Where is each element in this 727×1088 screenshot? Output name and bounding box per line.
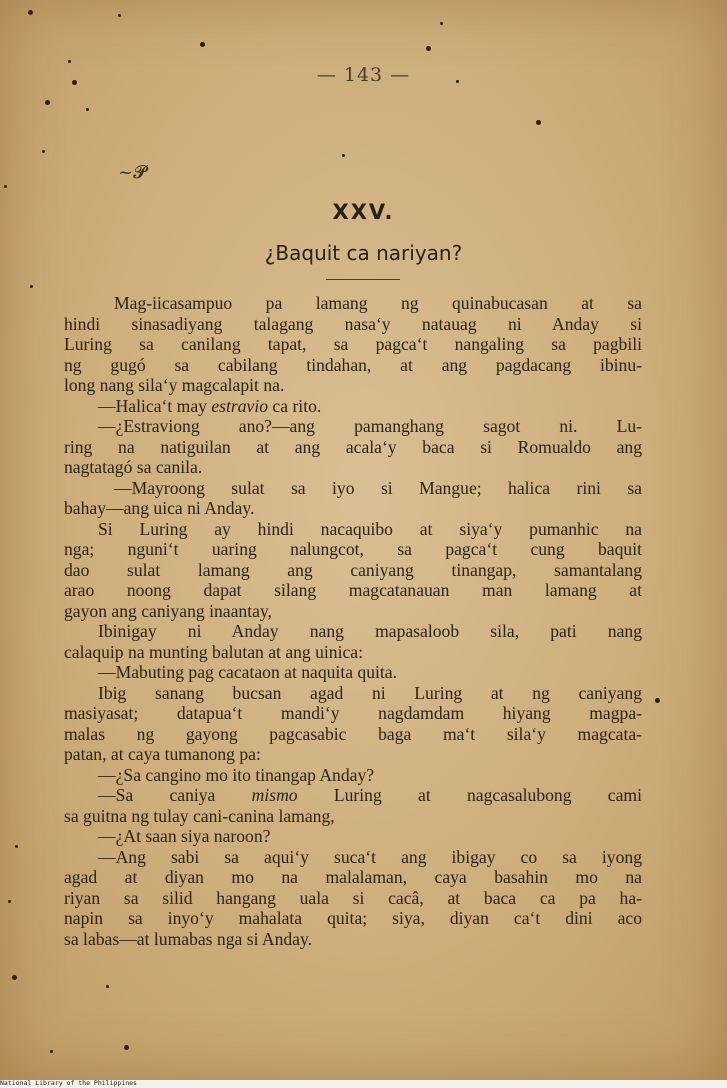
text-line: dao sulat lamang ang caniyang tinangap, samantalang xyxy=(64,559,642,580)
text-line: calaquip na munting balutan at ang uinica: xyxy=(64,641,363,662)
ink-spot xyxy=(536,120,541,125)
chapter-heading: XXV. xyxy=(332,200,395,224)
text-line: Ibinigay ni Anday nang mapasaloob sila, pati nang xyxy=(98,621,642,641)
text-line: gayon ang caniyang inaantay, xyxy=(64,600,272,621)
text-line: riyan sa silid hangang uala si cacâ, at baca ca pa ha- xyxy=(64,887,642,908)
text-line: napin sa inyo‘y mahalata quita; siya, diyan ca‘t dini aco xyxy=(64,908,642,928)
ink-spot xyxy=(12,975,17,980)
ink-spot xyxy=(28,10,33,15)
ink-spot xyxy=(30,285,33,288)
ink-spot xyxy=(86,108,89,111)
library-credit: National Library of the Philippines xyxy=(0,1079,137,1087)
chapter-title: ¿Baquit ca nariyan? xyxy=(264,241,463,265)
ink-spot xyxy=(118,14,121,17)
text-line: ng gugó sa cabilang tindahan, at ang pagdacang ibinu- xyxy=(64,354,642,375)
text-line: —Mabuting pag cacataon at naquita quita. xyxy=(98,662,397,682)
text-line: nga; nguni‘t uaring nalungcot, sa pagca‘t cung baquit xyxy=(64,539,642,559)
ink-spot xyxy=(342,154,345,157)
ornament-glyph: ~𝓟 xyxy=(118,162,147,183)
text-line: long nang sila‘y magcalapit na. xyxy=(64,375,285,395)
text-line: nagtatagó sa canila. xyxy=(64,457,203,477)
page-number: — 143 — xyxy=(316,64,411,86)
text-run: Luring at nagcasalubong cami xyxy=(297,785,642,805)
title-rule xyxy=(326,279,400,280)
text-run: —Sa caniya xyxy=(98,785,252,805)
ink-spot xyxy=(200,42,205,47)
text-run: —Halica‘t may xyxy=(98,395,212,416)
ink-spot xyxy=(106,985,109,988)
text-line xyxy=(64,785,642,806)
ink-spot xyxy=(8,900,11,903)
text-run: ca rito. xyxy=(268,395,322,416)
ink-spot xyxy=(68,60,71,63)
ink-spot xyxy=(440,22,443,25)
footer-strip xyxy=(0,1080,727,1088)
body-text xyxy=(64,293,642,949)
text-line: —¿Estraviong ano?—ang pamanghang sagot ni. Lu- xyxy=(98,416,642,436)
text-line: —Ang sabi sa aqui‘y suca‘t ang ibigay co sa iyong xyxy=(98,846,642,867)
text-line: agad at diyan mo na malalaman, caya basahin mo na xyxy=(64,867,642,887)
text-line: hindi sinasadiyang talagang nasa‘y natauag ni Anday si xyxy=(64,313,642,334)
text-line: ring na natiguilan at ang acala‘y baca si Romualdo ang xyxy=(64,436,642,457)
italic-word: mismo xyxy=(251,785,298,805)
text-line: masiyasat; datapua‘t mandi‘y nagdamdam hiyang magpa- xyxy=(64,703,642,723)
text-line: bahay—ang uica ni Anday. xyxy=(64,498,255,518)
text-line: Ibig sanang bucsan agad ni Luring at ng caniyang xyxy=(98,682,642,703)
text-line: —¿Sa cangino mo ito tinangap Anday? xyxy=(98,764,375,785)
text-line: Mag-iicasampuo pa lamang ng quinabucasan at sa xyxy=(114,293,642,313)
italic-word: estravio xyxy=(211,395,269,416)
ink-spot xyxy=(4,185,7,188)
ink-spot xyxy=(426,46,431,51)
text-line: Si Luring ay hindi nacaquibo at siya‘y pumanhic na xyxy=(98,518,642,539)
text-line: malas ng gayong pagcasabic baga ma‘t sila‘y magcata- xyxy=(64,723,642,744)
ink-spot xyxy=(124,1045,129,1050)
ink-spot xyxy=(655,698,660,703)
text-line: arao noong dapat silang magcatanauan man lamang at xyxy=(64,580,642,600)
ink-spot xyxy=(15,845,18,848)
text-line: —Mayroong sulat sa iyo si Mangue; halica rini sa xyxy=(114,477,642,498)
ink-spot xyxy=(42,150,45,153)
text-line: —¿At saan siya naroon? xyxy=(98,826,271,846)
text-line: Luring sa canilang tapat, sa pagca‘t nangaling sa pagbili xyxy=(64,334,642,354)
text-line: sa guitna ng tulay cani-canina lamang, xyxy=(64,805,335,826)
ink-spot xyxy=(50,1050,53,1053)
text-line: sa labas—at lumabas nga si Anday. xyxy=(64,928,313,949)
text-line xyxy=(64,396,642,417)
ink-spot xyxy=(45,100,50,105)
text-line: patan, at caya tumanong pa: xyxy=(64,744,261,764)
